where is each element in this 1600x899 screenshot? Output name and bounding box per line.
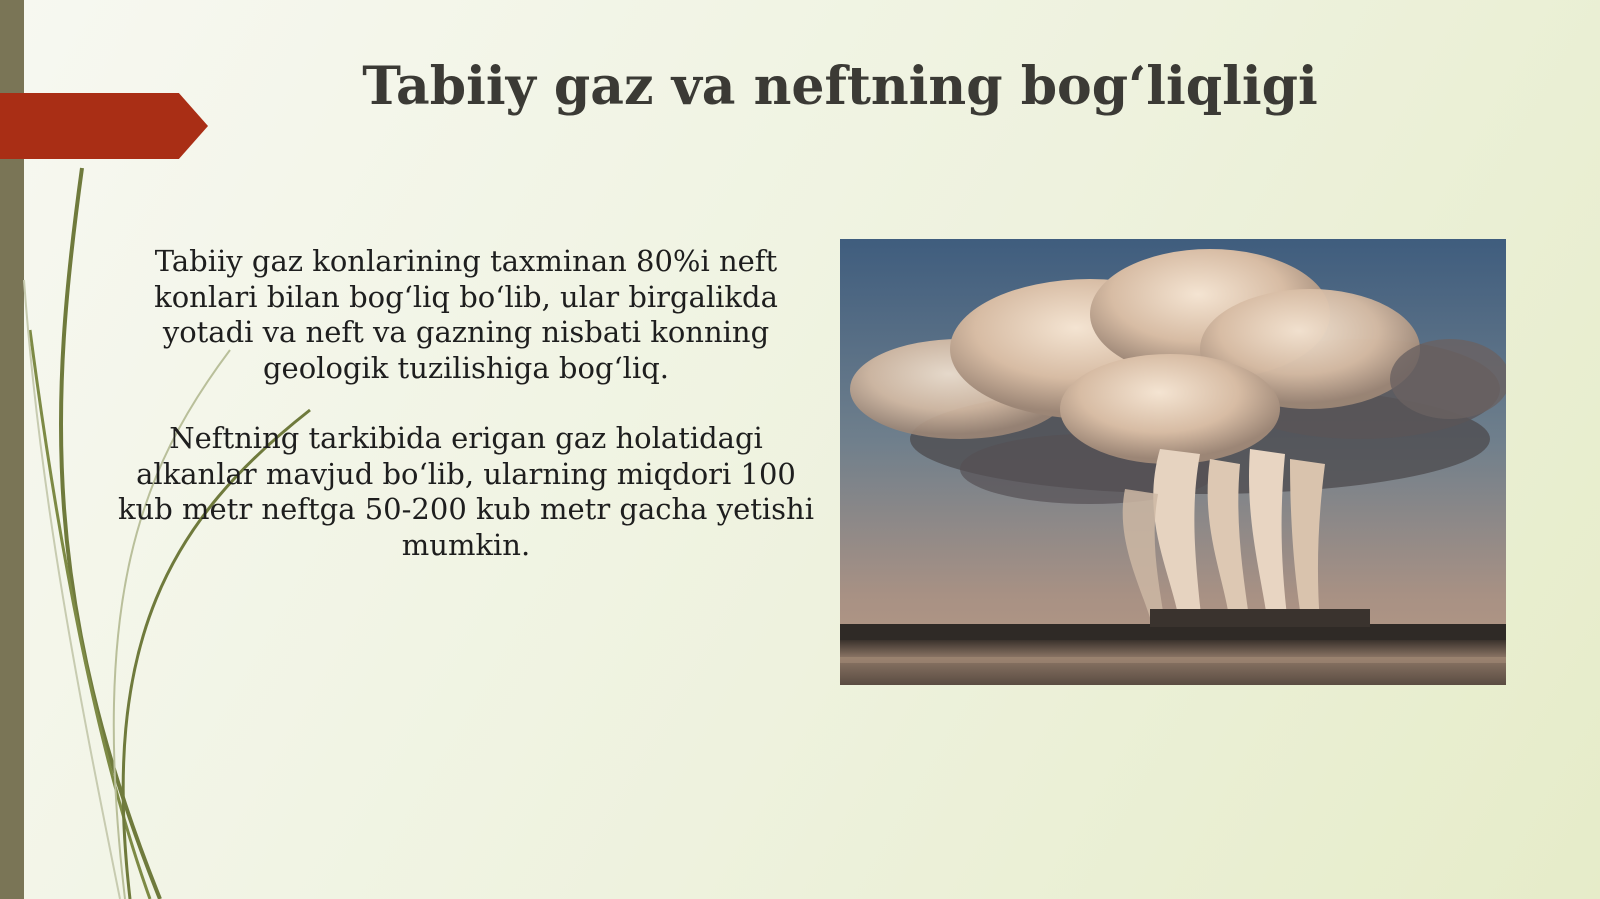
power-plant-smoke-photo [840, 239, 1506, 685]
paragraph-gas-deposits: Tabiiy gaz konlarining taxminan 80%i neft konlari bilan bog‘liq bo‘lib, ular birgalikda yotadi va neft va gazning nisbati konning geologik tuzilishiga bog‘liq. [154, 244, 778, 385]
body-text [108, 244, 824, 563]
paragraph-dissolved-gas: Neftning tarkibida erigan gaz holatidagi alkanlar mavjud bo‘lib, ularning miqdori 100 kub metr neftga 50-200 kub metr gacha yetishi mumkin. [117, 421, 814, 562]
accent-arrow-shape [0, 93, 208, 159]
slide-title: Tabiiy gaz va neftning bog‘liqligi [362, 56, 1318, 117]
